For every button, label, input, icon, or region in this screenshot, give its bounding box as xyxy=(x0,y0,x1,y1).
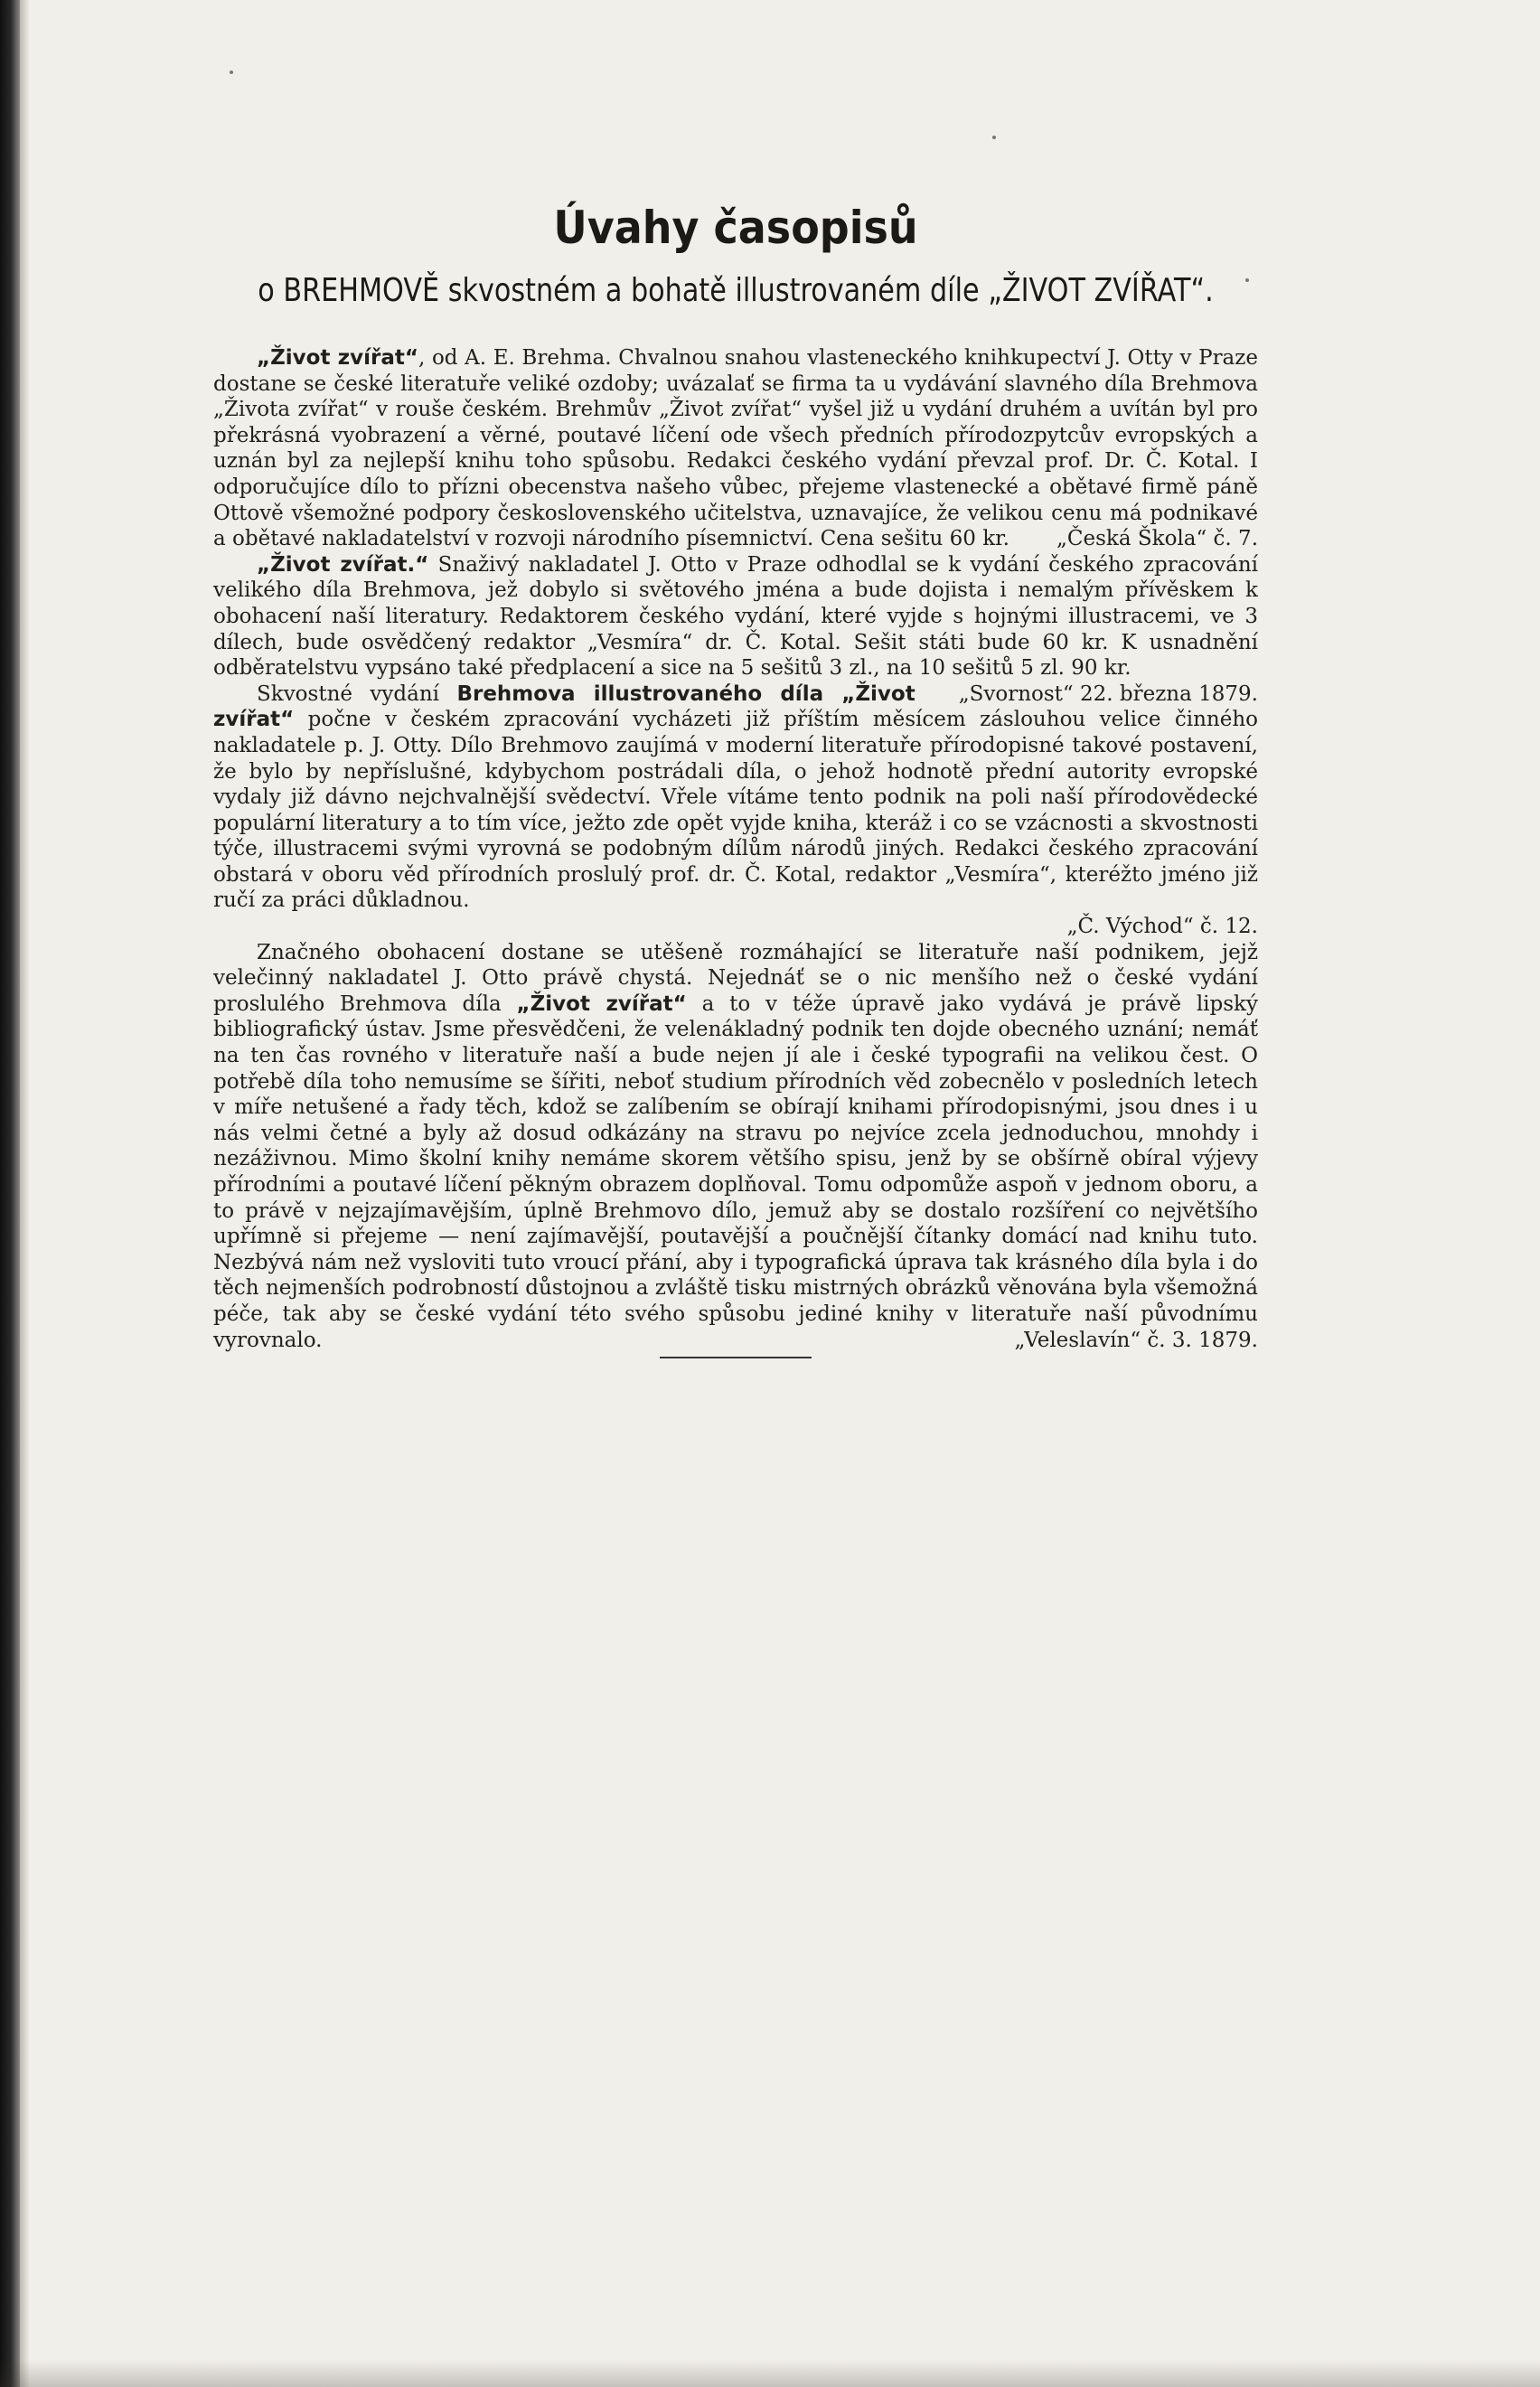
review-1-text: , od A. E. Brehma. Chvalnou snahou vlasteneckého knihkupectví J. Otty v Praze dostane se české literatuře veliké ozdoby; uvázalať se firma ta u vydávání slavného díla Brehmova „Života zvířat“ v rouše českém. Brehmův „Život zvířat“ vyšel již u vydání druhém a uvítán byl pro překrásná vyobrazení a věrné, poutavé líčení ode všech předních přírodozpytcův evropských a uznán byl za nejlepší knihu toho spůsobu. Redakci českého vydání převzal prof. Dr. Č. Kotal. I odporučujíce dílo to přízni obecenstva našeho vůbec, přejeme vlastenecké a obětavé firmě páně Ottově všemožné podpory československého učitelstva, uznavajíce, že velikou cenu má podnikavé a obětavé nakladatelství v rozvoji národního písemnictví. Cena sešitu 60 kr. xyxy=(213,346,1259,551)
review-3-source: „Č. Východ“ č. 12. xyxy=(1066,915,1258,939)
review-3-title: Brehmova illustrovaného díla „Život zvířat“ xyxy=(213,681,916,732)
review-4-text: Značného obohacení dostane se utěšeně rozmáhající se literatuře naší podnikem, jejž velečinný nakladatel J. Otto právě chystá. Nejednáť se o nic menšího než o české vydání proslulého Brehmova díla xyxy=(213,940,1258,1016)
review-3 xyxy=(213,681,1258,940)
document-title: Úvahy časopisů xyxy=(553,202,918,254)
scan-speck xyxy=(230,70,233,74)
review-4-title: „Život zvířat“ xyxy=(516,991,687,1016)
review-2-source: „Svornost“ 22. března 1879. xyxy=(958,681,1258,706)
scan-bottom-shade xyxy=(0,2360,1540,2387)
scan-speck xyxy=(992,136,996,139)
document-page xyxy=(213,199,1258,1358)
review-1 xyxy=(213,345,1258,552)
separator-rule xyxy=(660,1357,812,1358)
document-subtitle: o BREHMOVĚ skvostném a bohatě illustrovaném díle „ŽIVOT ZVÍŘAT“. xyxy=(258,272,1214,309)
review-2-title: „Život zvířat.“ xyxy=(257,552,429,577)
review-4-text-cont: a to v téže úpravě jako vydává je právě lipský bibliografický ústav. Jsme přesvědčeni, že velenákladný podnik ten dojde obecného uznání; nemáť na ten čas rovného v literatuře naší a bude nejen jí ale i české typografii na velikou čest. O potřebě díla toho nemusíme se šířiti, neboť studium přírodních věd zobecnělo v posledních letech v míře netušené a řady těch, kdož se zalíbením se obírají knihami přírodopisnými, jsou dnes i u nás velmi četné a byly až dosud odkázány na stravu po nejvíce zcela jednoduchou, mnohdy i nezáživnou. Mimo školní knihy nemáme skorem většího spisu, jenž by se obšírně obíral výjevy přírodními a poutavé líčení pěkným obrazem doplňoval. Tomu odpomůže aspoň v jednom oboru, a to právě v nejzajímavějším, úplně Brehmovo dílo, jemuž aby se dostalo rozšíření co největšího upřímně si přejeme — není zajímavější, poutavější a poučnější čítanky domácí nad knihu tuto. Nezbývá nám než vysloviti tuto vroucí přání, aby i typografická úprava tak krásného díla byla i do těch nejmenších podrobností důstojnou a zvláště tisku mistrných obrázků věnována byla všemožná péče, tak aby se české vydání této svého spůsobu jediné knihy v literatuře naší původnímu vyrovnalo. xyxy=(213,991,1258,1352)
review-3-intro: Skvostné vydání xyxy=(257,681,457,706)
scan-page-edge xyxy=(20,0,29,2387)
scan-binding-edge xyxy=(0,0,20,2387)
review-4 xyxy=(213,940,1258,1359)
review-2-text: Snaživý nakladatel J. Otto v Praze odhodlal se k vydání českého zpracování velikého díla Brehmova, jež dobylo si světového jména a bude dojista i nemalým přívěskem k obohacení naší literatury. Redaktorem českého vydání, které vyjde s hojnými illustracemi, ve 3 dílech, bude osvědčený redaktor „Vesmíra“ dr. Č. Kotal. Sešit státi bude 60 kr. K usnadnění odběratelstvu vypsáno také předplacení a sice na 5 sešitů 3 zl., na 10 sešitů 5 zl. 90 kr. xyxy=(213,552,1259,681)
review-3-text: počne v českém zpracování vycházeti již příštím měsícem záslouhou velice činného nakladatele p. J. Otty. Dílo Brehmovo zaujímá v moderní literatuře přírodopisné takové postavení, že bylo by nepříslušné, kdybychom postrádali díla, o jehož hodnotě přední autority evropské vydaly již dávno nejchvalnější svědectví. Vřele vítáme tento podnik na poli naší přírodovědecké populární literatury a to tím více, ježto zde opět vyjde kniha, kteráž i co se vzácnosti a skvostnosti týče, illustracemi svými vyrovná se podobným dílům národů jiných. Redakci českého zpracování obstará v oboru věd přírodních proslulý prof. dr. Č. Kotal, redaktor „Vesmíra“, kteréžto jméno již ručí za práci důkladnou. xyxy=(213,708,1258,913)
review-1-title: „Život zvířat“ xyxy=(257,346,419,370)
review-1-source: „Česká Škola“ č. 7. xyxy=(1056,527,1258,551)
review-4-source: „Veleslavín“ č. 3. 1879. xyxy=(1014,1328,1258,1352)
